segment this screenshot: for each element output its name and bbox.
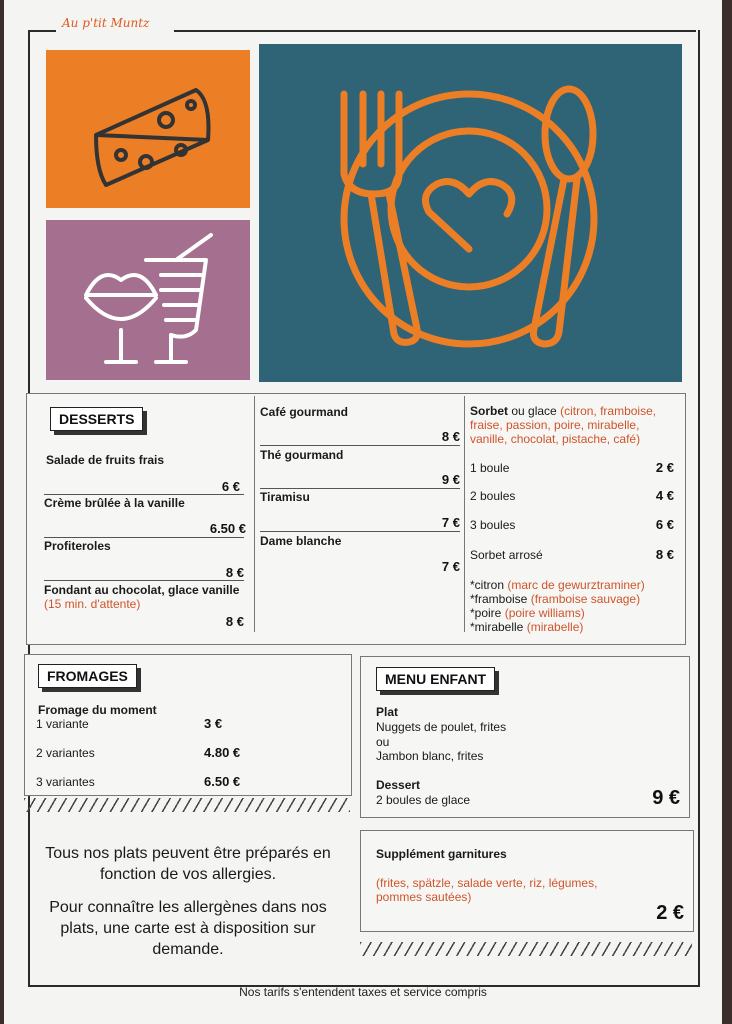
dessert-rule <box>44 537 244 538</box>
supplement-items-l2: pommes sautées) <box>376 890 472 904</box>
enfant-plat-2: Jambon blanc, frites <box>376 749 484 763</box>
allergy-notice-2 <box>18 897 358 960</box>
fromage-row-price: 3 € <box>204 716 223 731</box>
fromages-title: FROMAGES <box>38 664 137 688</box>
dessert-item-name: Fondant au chocolat, glace vanille <box>44 583 240 597</box>
pairing-base: *mirabelle <box>470 620 524 634</box>
ice-cream-drink-icon <box>46 220 250 380</box>
brand-logo: Au p'tit Muntz <box>62 16 150 30</box>
sorbet-row-price: 8 € <box>655 547 674 562</box>
supplement-hatch <box>360 942 692 956</box>
desserts-title: DESSERTS <box>50 407 143 431</box>
allergy-line: Tous nos plats peuvent être préparés en <box>45 845 331 862</box>
allergy-line: fonction de vos allergies. <box>99 866 277 883</box>
sorbet-title <box>470 404 656 418</box>
pairing-base: *framboise <box>470 592 528 606</box>
allergy-notice-1 <box>18 843 358 885</box>
dessert-item-price: 8 € <box>225 565 244 580</box>
dessert-item-name: Profiteroles <box>44 539 111 553</box>
allergy-line: demande. <box>152 941 224 958</box>
fromage-row-label: 1 variante <box>36 717 89 731</box>
pairing-base: *citron <box>470 578 505 592</box>
dessert-rule <box>260 531 460 532</box>
dessert-item-price: 6.50 € <box>209 521 246 536</box>
sorbet-flavours-l3: vanille, chocolat, pistache, café) <box>470 432 641 446</box>
sorbet-row-label: 1 boule <box>470 461 510 475</box>
dessert-item-price: 7 € <box>441 515 460 530</box>
sorbet-flavours-l1: (citron, framboise, <box>560 404 657 418</box>
ice-cream-tile <box>46 220 250 380</box>
pairing-spirit: (poire williams) <box>504 606 585 620</box>
enfant-or: ou <box>376 735 390 749</box>
menu-enfant-title: MENU ENFANT <box>376 667 495 691</box>
dessert-item-name: Tiramisu <box>260 490 310 504</box>
pairing-line <box>470 578 645 592</box>
pairing-spirit: (marc de gewurztraminer) <box>507 578 645 592</box>
pairing-spirit: (mirabelle) <box>526 620 584 634</box>
dessert-item-price: 9 € <box>441 472 460 487</box>
enfant-dessert-label: Dessert <box>376 778 421 792</box>
dessert-item-name: Café gourmand <box>260 405 349 419</box>
sorbet-title-bold: Sorbet <box>470 404 509 418</box>
fromage-row-price: 4.80 € <box>204 745 241 760</box>
dessert-item-price: 8 € <box>225 614 244 629</box>
supplement-title: Supplément garnitures <box>376 847 507 861</box>
supplement-price: 2 € <box>656 902 684 924</box>
fromage-row-label: 2 variantes <box>36 746 95 760</box>
dessert-item-price: 8 € <box>441 429 460 444</box>
fromage-row-label: 3 variantes <box>36 775 95 789</box>
fromages-hatch <box>24 798 350 812</box>
fromages-subtitle: Fromage du moment <box>38 703 157 717</box>
desserts-divider-1 <box>254 396 255 632</box>
dessert-item-note: (15 min. d'attente) <box>44 597 141 611</box>
allergy-line: plats, une carte est à disposition sur <box>60 920 316 937</box>
sorbet-row-label: 2 boules <box>470 489 516 503</box>
dessert-rule <box>44 580 244 581</box>
dessert-item-name: Thé gourmand <box>260 448 344 462</box>
dessert-item-name: Salade de fruits frais <box>46 453 165 467</box>
dessert-item-price: 6 € <box>221 479 240 494</box>
sorbet-row-price: 2 € <box>655 460 674 475</box>
dessert-item-name: Dame blanche <box>260 534 342 548</box>
dessert-rule <box>44 494 244 495</box>
sorbet-row-price: 6 € <box>655 517 674 532</box>
plate-fork-spoon-heart-icon <box>259 44 682 382</box>
sorbet-row-label: 3 boules <box>470 518 516 532</box>
enfant-plat-1: Nuggets de poulet, frites <box>376 720 507 734</box>
enfant-dessert: 2 boules de glace <box>376 793 471 807</box>
pairing-line <box>470 592 640 606</box>
dessert-item-name: Crème brûlée à la vanille <box>44 496 185 510</box>
cheese-icon <box>46 50 250 208</box>
fromage-row-price: 6.50 € <box>204 774 241 789</box>
dessert-rule <box>260 488 460 489</box>
desserts-divider-2 <box>464 396 465 632</box>
enfant-plat-label: Plat <box>376 705 399 719</box>
footer-note: Nos tarifs s'entendent taxes et service compris <box>239 985 487 999</box>
dessert-rule <box>260 445 460 446</box>
pairing-line <box>470 620 583 634</box>
pairing-spirit: (framboise sauvage) <box>530 592 641 606</box>
allergy-line: Pour connaître les allergènes dans nos <box>49 899 327 916</box>
enfant-price: 9 € <box>652 787 680 809</box>
pairing-line <box>470 606 585 620</box>
supplement-items-l1: (frites, spätzle, salade verte, riz, légumes, <box>376 876 598 890</box>
sorbet-row-price: 4 € <box>655 488 674 503</box>
menu-sheet <box>4 0 722 1024</box>
sorbet-title-rest: ou glace <box>511 404 557 418</box>
plate-tile <box>259 44 682 382</box>
sorbet-row-label: Sorbet arrosé <box>470 548 543 562</box>
sorbet-flavours-l2: fraise, passion, poire, mirabelle, <box>470 418 640 432</box>
cheese-tile <box>46 50 250 208</box>
dessert-item-price: 7 € <box>441 559 460 574</box>
pairing-base: *poire <box>470 606 502 620</box>
